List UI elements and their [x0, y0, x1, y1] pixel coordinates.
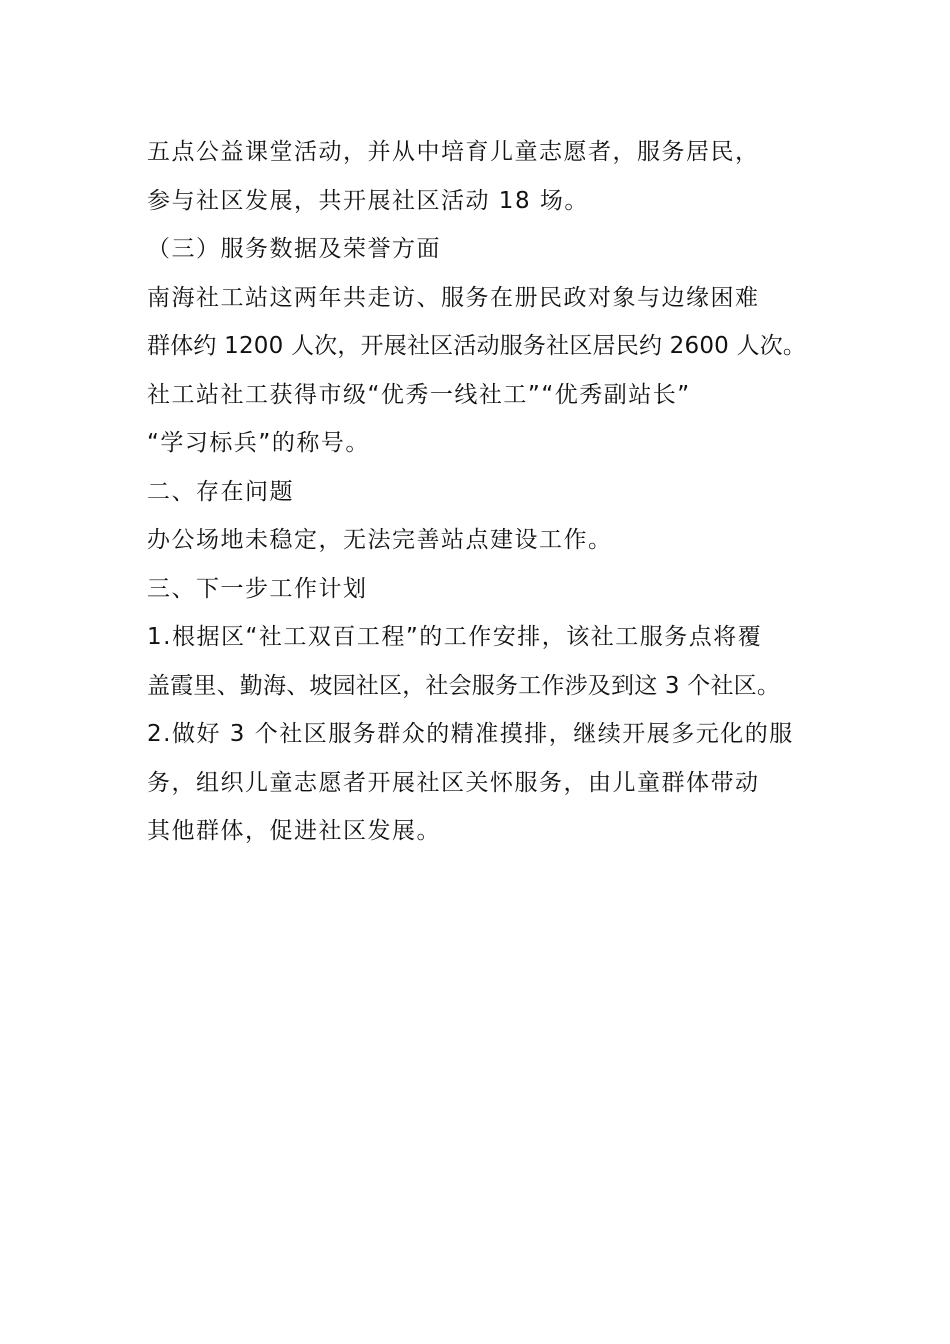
section-heading: （三）服务数据及荣誉方面 — [147, 236, 441, 262]
document-body — [147, 128, 837, 856]
paragraph-line: 五点公益课堂活动，并从中培育儿童志愿者，服务居民， — [147, 139, 760, 165]
paragraph-line: “学习标兵”的称号。 — [147, 430, 370, 456]
list-item-line: 盖霞里、勤海、坡园社区，社会服务工作涉及到这 3 个社区。 — [147, 672, 781, 699]
paragraph-line: 群体约 1200 人次，开展社区活动服务社区居民约 2600 人次。 — [147, 333, 807, 359]
paragraph-line: 社工站社工获得市级“优秀一线社工”“优秀副站长” — [147, 381, 691, 408]
list-item-line: 其他群体，促进社区发展。 — [147, 818, 441, 844]
list-item-line: 务，组织儿童志愿者开展社区关怀服务，由儿童群体带动 — [147, 769, 760, 796]
paragraph-line: 参与社区发展，共开展社区活动 18 场。 — [147, 187, 589, 214]
paragraph-line: 办公场地未稳定，无法完善站点建设工作。 — [147, 527, 613, 553]
section-heading: 三、下一步工作计划 — [147, 575, 368, 602]
section-heading: 二、存在问题 — [147, 478, 294, 505]
list-item-line: 1.根据区“社工双百工程”的工作安排，该社工服务点将覆 — [147, 624, 763, 650]
list-item-line: 2.做好 3 个社区服务群众的精准摸排，继续开展多元化的服 — [147, 721, 794, 747]
paragraph-line: 南海社工站这两年共走访、服务在册民政对象与边缘困难 — [147, 284, 760, 311]
